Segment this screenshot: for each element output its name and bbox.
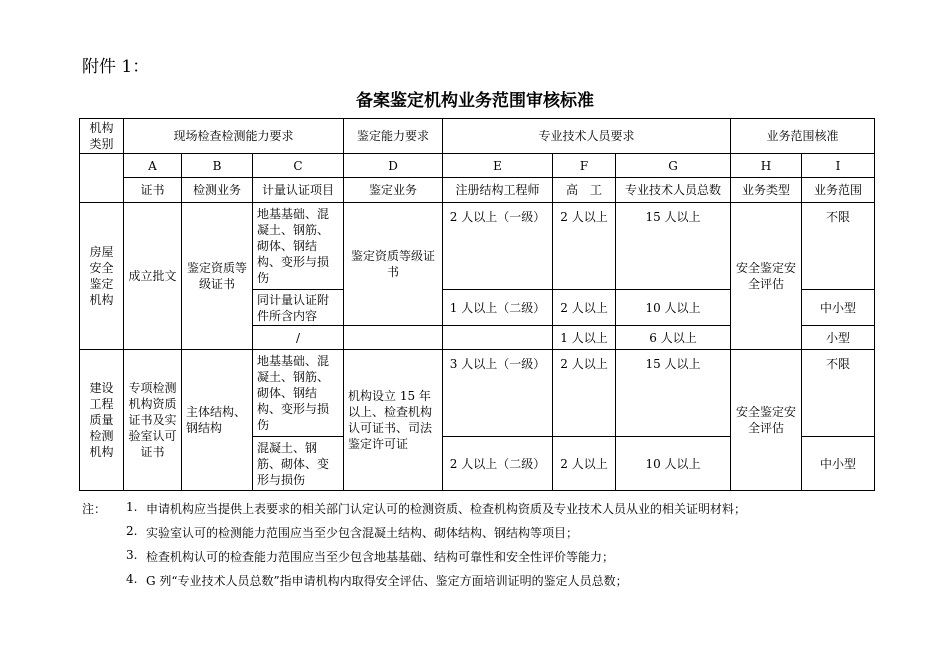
engineering-staff-total: 10 人以上 — [616, 437, 731, 491]
note-item — [82, 572, 746, 596]
house-staff-total: 6 人以上 — [616, 326, 731, 350]
attachment-label: 附件 1： — [82, 57, 150, 77]
subheader: 鉴定业务 — [344, 178, 443, 203]
engineering-scope-medium-small: 中小型 — [802, 437, 875, 491]
house-staff-total: 15 人以上 — [616, 203, 731, 290]
house-certificate: 成立批文 — [124, 203, 182, 350]
note-item — [82, 524, 746, 548]
column-letter: G — [616, 154, 731, 178]
note-text: G 列“专业技术人员总数”指申请机构内取得安全评估、鉴定方面培训证明的鉴定人员总数； — [146, 574, 628, 588]
note-item — [82, 548, 746, 572]
house-engineer-level1: 2 人以上（一级） — [443, 203, 553, 290]
house-scope-unlimited: 不限 — [802, 203, 875, 290]
house-business-type: 安全鉴定安全评估 — [731, 203, 802, 350]
subheader: 检测业务 — [182, 178, 253, 203]
subheader: 计量认证项目 — [253, 178, 344, 203]
subheader: 注册结构工程师 — [443, 178, 553, 203]
column-letter: F — [553, 154, 616, 178]
house-scope-medium-small: 中小型 — [802, 290, 875, 326]
subheader: 业务类型 — [731, 178, 802, 203]
subheader: 专业技术人员总数 — [616, 178, 731, 203]
blank-cell — [80, 178, 124, 203]
column-letter: H — [731, 154, 802, 178]
engineering-scope-unlimited: 不限 — [802, 350, 875, 437]
header-staff: 专业技术人员要求 — [443, 119, 731, 154]
engineering-metrology-items: 地基基础、混凝土、钢筋、砌体、钢结构、变形与损伤 — [253, 350, 344, 437]
house-metrology-items: 地基基础、混凝土、钢筋、砌体、钢结构、变形与损伤 — [253, 203, 344, 290]
note-number: 2. — [126, 524, 138, 538]
institution-type-engineering: 建设工程质量检测机构 — [80, 350, 124, 491]
subheader: 业务范围 — [802, 178, 875, 203]
engineering-certificate: 专项检测机构资质证书及实验室认可证书 — [124, 350, 182, 491]
engineering-engineer-level2: 2 人以上（二级） — [443, 437, 553, 491]
column-letter: C — [253, 154, 344, 178]
header-onsite: 现场检查检测能力要求 — [124, 119, 344, 154]
note-number: 3. — [126, 548, 138, 562]
engineering-testing-business: 主体结构、钢结构 — [182, 350, 253, 491]
note-number: 4. — [126, 572, 138, 586]
document-title: 备案鉴定机构业务范围审核标准 — [356, 91, 594, 111]
house-metrology-attachment: 同计量认证附件所含内容 — [253, 290, 344, 326]
house-metrology-none: / — [253, 326, 344, 350]
house-appraisal-business: 鉴定资质等级证书 — [344, 203, 443, 326]
audit-standard-table — [79, 118, 875, 491]
column-letter: A — [124, 154, 182, 178]
notes — [82, 500, 746, 596]
blank-cell — [80, 154, 124, 178]
house-engineer-level2: 1 人以上（二级） — [443, 290, 553, 326]
engineering-business-type: 安全鉴定安全评估 — [731, 350, 802, 491]
engineering-senior-engineer: 2 人以上 — [553, 350, 616, 437]
note-text: 检查机构认可的检查能力范围应当至少包含地基基础、结构可靠性和安全性评价等能力； — [146, 550, 615, 564]
header-scope: 业务范围核准 — [731, 119, 875, 154]
note-item — [82, 500, 746, 524]
institution-type-house: 房屋安全鉴定机构 — [80, 203, 124, 350]
engineering-engineer-level1: 3 人以上（一级） — [443, 350, 553, 437]
house-senior-engineer: 1 人以上 — [553, 326, 616, 350]
house-senior-engineer: 2 人以上 — [553, 290, 616, 326]
note-text: 申请机构应当提供上表要求的相关部门认定认可的检测资质、检查机构资质及专业技术人员从业的相关证明材料； — [146, 502, 747, 516]
header-type: 机构类别 — [80, 119, 124, 154]
house-staff-total: 10 人以上 — [616, 290, 731, 326]
blank-cell — [344, 326, 443, 350]
house-scope-small: 小型 — [802, 326, 875, 350]
header-appraisal: 鉴定能力要求 — [344, 119, 443, 154]
blank-cell — [443, 326, 553, 350]
note-text: 实验室认可的检测能力范围应当至少包含混凝土结构、砌体结构、钢结构等项目； — [146, 526, 579, 540]
engineering-metrology-partial: 混凝土、钢筋、砌体、变形与损伤 — [253, 437, 344, 491]
column-letter: E — [443, 154, 553, 178]
column-letter: B — [182, 154, 253, 178]
subheader: 高 工 — [553, 178, 616, 203]
house-testing-business: 鉴定资质等级证书 — [182, 203, 253, 350]
column-letter: D — [344, 154, 443, 178]
engineering-appraisal-business: 机构设立 15 年以上、检查机构认可证书、司法鉴定许可证 — [344, 350, 443, 491]
column-letter: I — [802, 154, 875, 178]
house-senior-engineer: 2 人以上 — [553, 203, 616, 290]
note-number: 1. — [126, 500, 138, 514]
notes-label: 注： — [82, 502, 107, 516]
engineering-staff-total: 15 人以上 — [616, 350, 731, 437]
subheader: 证书 — [124, 178, 182, 203]
engineering-senior-engineer: 2 人以上 — [553, 437, 616, 491]
